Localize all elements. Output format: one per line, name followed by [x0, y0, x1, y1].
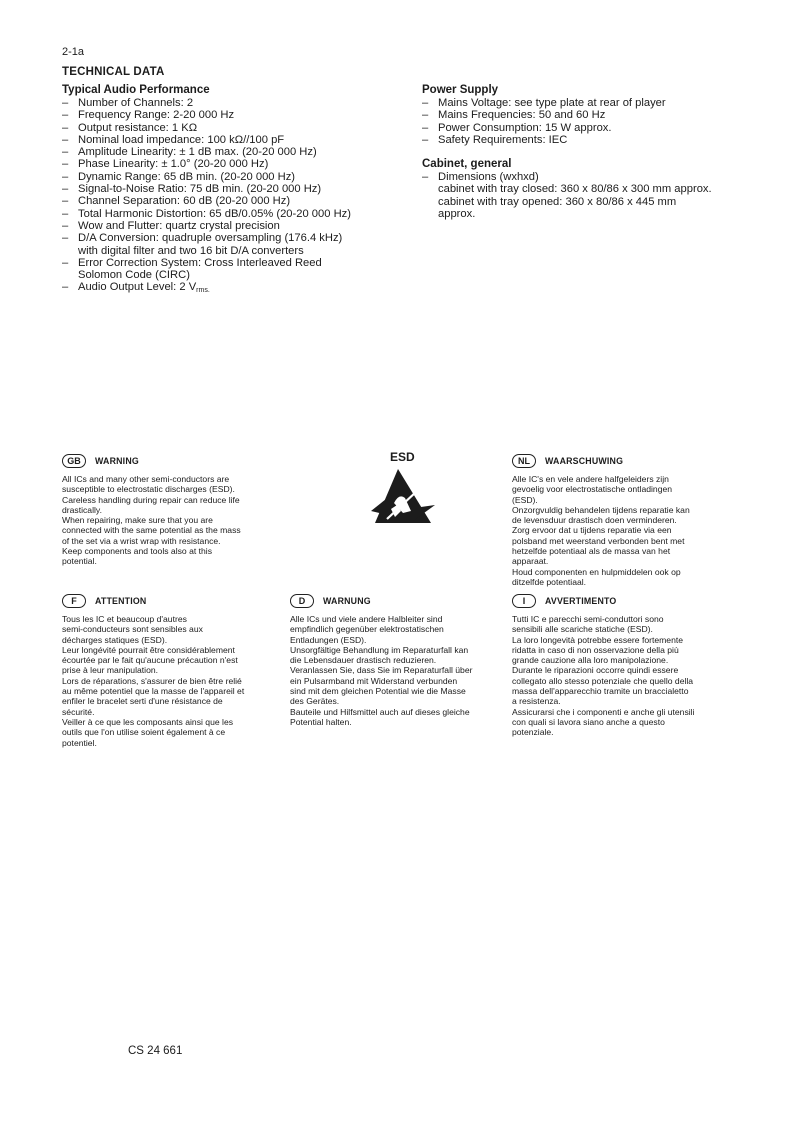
- esd-label: ESD: [390, 450, 415, 464]
- spec-item: – Wow and Flutter: quartz crystal precision: [62, 220, 407, 232]
- warning-text: Tous les IC et beaucoup d'autres semi-conducteurs sont sensibles aux décharges statiques (ESD). Leur longévité pourrait être considérablement écourtée par le fait qu'aucune précaution n'est prise à leur manipulation. Lors de réparations, s'assurer de bien être relié au même potentiel que la masse de l'appareil et enfiler le bracelet serti d'une résistance de sécurité. Veiller à ce que les composants ainsi que les outils que l'on utilise soient également à ce potentiel.: [62, 614, 245, 748]
- spec-item: – Power Consumption: 15 W approx.: [422, 122, 752, 134]
- audio-performance-heading: Typical Audio Performance: [62, 84, 210, 96]
- spec-item: – Dynamic Range: 65 dB min. (20-20 000 Hz): [62, 171, 407, 183]
- warning-i: [512, 593, 744, 738]
- page-title: TECHNICAL DATA: [62, 66, 165, 78]
- language-badge-nl: NL: [512, 454, 536, 468]
- warning-title: WARNUNG: [323, 595, 371, 606]
- language-badge-i: I: [512, 594, 536, 608]
- spec-item: – Amplitude Linearity: ± 1 dB max. (20-20 000 Hz): [62, 146, 407, 158]
- power-spec-list: [422, 97, 752, 146]
- spec-item: – Mains Voltage: see type plate at rear of player: [422, 97, 752, 109]
- language-badge-gb: GB: [62, 454, 86, 468]
- esd-warning-icon: [367, 465, 439, 527]
- spec-item: – Number of Channels: 2: [62, 97, 407, 109]
- spec-item: – Output resistance: 1 KΩ: [62, 122, 407, 134]
- spec-item: – Dimensions (wxhxd) cabinet with tray closed: 360 x 80/86 x 300 mm approx. cabinet with tray opened: 360 x 80/86 x 445 mm approx.: [422, 171, 752, 220]
- warning-title: WARNING: [95, 455, 139, 466]
- output-level-subscript: rms.: [196, 287, 210, 295]
- warning-gb: [62, 453, 287, 567]
- spec-item: – Frequency Range: 2-20 000 Hz: [62, 109, 407, 121]
- power-supply-heading: Power Supply: [422, 84, 499, 96]
- warning-text: All ICs and many other semi-conductors are susceptible to electrostatic discharges (ESD). Careless handling during repair can reduce life drastically. When repairing, make sure that you are connected with the same potential as the mass of the set via a wrist wrap with resistance. Keep components and tools also at this potential.: [62, 474, 241, 567]
- power-cabinet-section: [422, 84, 752, 220]
- warning-text: Alle IC's en vele andere halfgeleiders zijn gevoelig voor electrostatische ontladingen (ESD). Onzorgvuldig behandelen tijdens reparatie kan de levensduur drastisch doen verminderen. Zorg ervoor dat u tijdens reparatie via een polsband met weerstand verbonden bent met hetzelfde potentiaal als de massa van het apparaat. Houd componenten en hulpmiddelen ook op ditzelfde potentiaal.: [512, 474, 690, 587]
- warning-title: AVVERTIMENTO: [545, 595, 617, 606]
- warning-text: Tutti IC e parecchi semi-conduttori sono sensibili alle scariche statiche (ESD). La loro longevità potrebbe essere fortemente ridatta in caso di non osservazione della più grande cauzione alla loro manipolazione. Durante le riparazioni occorre quindi essere collegato allo stesso potenziale che quello della massa dell'apparecchio tramite un braccialetto a resistenza. Assicurarsi che i componenti e anche gli utensili con quali si lavora siano anche a questo potenziale.: [512, 614, 695, 738]
- warning-title: ATTENTION: [95, 595, 147, 606]
- cabinet-heading: Cabinet, general: [422, 158, 512, 171]
- spec-item: – Total Harmonic Distortion: 65 dB/0.05% (20-20 000 Hz): [62, 208, 407, 220]
- language-badge-d: D: [290, 594, 314, 608]
- warning-f: [62, 593, 287, 748]
- spec-item: – Nominal load impedance: 100 kΩ//100 pF: [62, 134, 407, 146]
- audio-performance-section: [62, 84, 407, 298]
- language-badge-f: F: [62, 594, 86, 608]
- spec-item: – Signal-to-Noise Ratio: 75 dB min. (20-20 000 Hz): [62, 183, 407, 195]
- warning-title: WAARSCHUWING: [545, 455, 624, 466]
- spec-item: – Error Correction System: Cross Interleaved Reed Solomon Code (CIRC): [62, 257, 407, 282]
- document-code: CS 24 661: [128, 1045, 183, 1057]
- cabinet-spec-list: [422, 171, 752, 220]
- spec-item: – Phase Linearity: ± 1.0° (20-20 000 Hz): [62, 158, 407, 170]
- spec-item: – D/A Conversion: quadruple oversampling (176.4 kHz) with digital filter and two 16 bit D/A converters: [62, 232, 407, 257]
- page-number: 2-1a: [62, 46, 85, 58]
- warning-d: [290, 593, 510, 727]
- audio-spec-list: [62, 97, 407, 298]
- spec-item: – Safety Requirements: IEC: [422, 134, 752, 146]
- spec-item: – Channel Separation: 60 dB (20-20 000 Hz): [62, 195, 407, 207]
- warning-nl: [512, 453, 744, 587]
- output-level-text: Audio Output Level: 2 V: [78, 281, 197, 294]
- spec-item: – Mains Frequencies: 50 and 60 Hz: [422, 109, 752, 121]
- warning-text: Alle ICs und viele andere Halbleiter sind empfindlich gegenüber elektrostatischen Entladungen (ESD). Unsorgfältige Behandlung im Reparaturfall kan die Lebensdauer drastisch reduzieren. Veranlassen Sie, dass Sie im Reparaturfall über ein Pulsarmband mit Widerstand verbunden sind mit dem gleichen Potential wie die Masse des Gerätes. Bauteile und Hilfsmittel auch auf dieses gleiche Potential halten.: [290, 614, 473, 727]
- spec-item-output-level: [62, 281, 407, 297]
